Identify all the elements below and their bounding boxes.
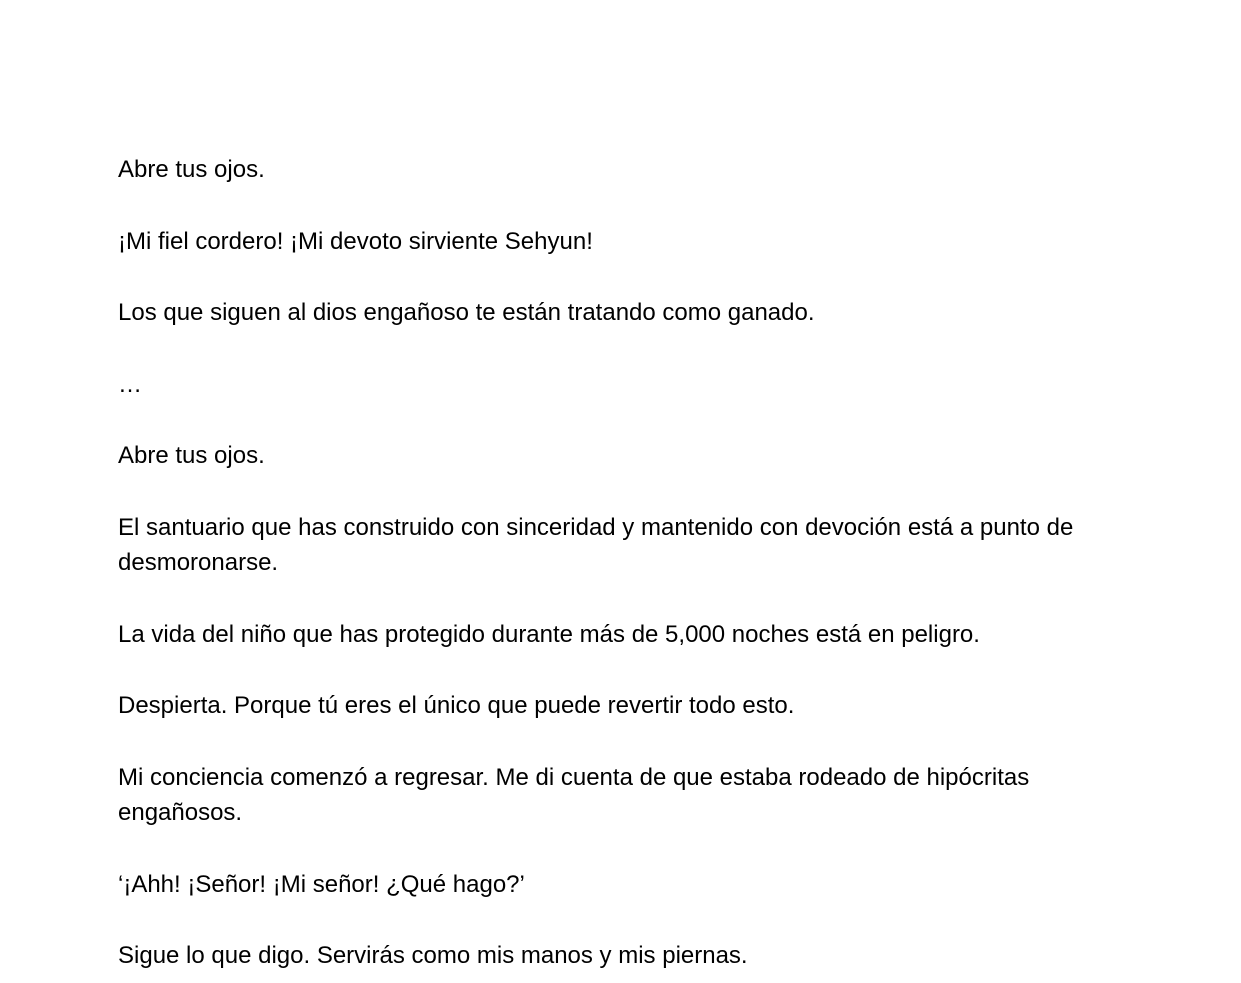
paragraph-ellipsis: … xyxy=(118,370,142,398)
paragraph: Los que siguen al dios engañoso te están tratando como ganado. xyxy=(118,299,815,326)
paragraph: Sigue lo que digo. Servirás como mis manos y mis piernas. xyxy=(118,942,748,969)
paragraph-dialogue: ‘¡Ahh! ¡Señor! ¡Mi señor! ¿Qué hago?’ xyxy=(118,870,525,898)
document-body xyxy=(118,152,1148,974)
paragraph: Despierta. Porque tú eres el único que puede revertir todo esto. xyxy=(118,692,795,719)
paragraph: ¡Mi fiel cordero! ¡Mi devoto sirviente Sehyun! xyxy=(118,227,593,255)
paragraph: Abre tus ojos. xyxy=(118,442,265,469)
paragraph: Mi conciencia comenzó a regresar. Me di cuenta de que estaba rodeado de hipócritas engañosos. xyxy=(118,763,1030,826)
paragraph: El santuario que has construido con sinceridad y mantenido con devoción está a punto de desmoronarse. xyxy=(118,513,1074,576)
paragraph: Abre tus ojos. xyxy=(118,156,265,183)
paragraph: La vida del niño que has protegido durante más de 5,000 noches está en peligro. xyxy=(118,620,980,648)
